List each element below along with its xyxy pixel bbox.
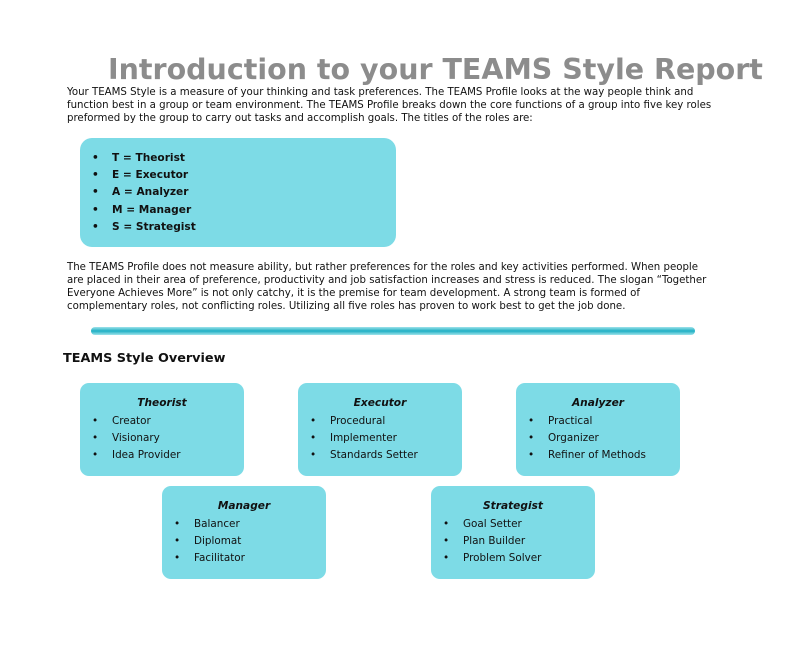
- list-item: [310, 447, 418, 464]
- list-item-label: Refiner of Methods: [548, 449, 646, 462]
- card-manager: [162, 486, 326, 579]
- role-item-analyzer: [92, 184, 196, 201]
- bullet-icon: •: [310, 432, 317, 445]
- list-item-label: Procedural: [330, 415, 386, 427]
- list-item-label: Balancer: [194, 518, 240, 530]
- card-analyzer: [516, 383, 680, 476]
- bullet-icon: •: [528, 449, 535, 462]
- list-item-label: Goal Setter: [463, 518, 522, 530]
- bullet-icon: •: [443, 552, 450, 565]
- list-item: [443, 533, 541, 550]
- list-item: [174, 533, 245, 550]
- card-list: [310, 413, 418, 465]
- bullet-icon: •: [174, 518, 181, 530]
- bullet-icon: •: [528, 415, 535, 427]
- card-strategist: [431, 486, 595, 579]
- card-title: Manager: [217, 500, 271, 512]
- list-item: [443, 516, 541, 533]
- list-item: [528, 413, 646, 430]
- list-item-label: Practical: [548, 415, 593, 427]
- list-item-label: Creator: [112, 415, 151, 427]
- card-title: Theorist: [137, 397, 187, 409]
- bullet-icon: •: [443, 535, 450, 548]
- role-item-theorist: [92, 150, 196, 167]
- overview-heading: TEAMS Style Overview: [63, 351, 226, 366]
- intro-paragraph: Your TEAMS Style is a measure of your thinking and task preferences. The TEAMS Profile looks at the way people think and function best in a group or team environment. The TEAMS Profile breaks down the core functions of a group into five key roles preformed by the group to carry out tasks and accomplish goals. The titles of the roles are:: [67, 87, 712, 124]
- role-label: T = Theorist: [112, 152, 185, 164]
- bullet-icon: •: [310, 449, 317, 462]
- bullet-icon: •: [92, 186, 99, 199]
- roles-box: [80, 138, 396, 247]
- list-item-label: Idea Provider: [112, 449, 181, 462]
- list-item: [528, 430, 646, 447]
- list-item: [92, 413, 181, 430]
- bullet-icon: •: [174, 552, 181, 565]
- list-item: [174, 516, 245, 533]
- list-item: [92, 430, 181, 447]
- role-label: E = Executor: [112, 169, 189, 182]
- list-item-label: Facilitator: [194, 552, 245, 565]
- bullet-icon: •: [92, 415, 99, 427]
- card-list: [92, 413, 181, 465]
- card-title: Executor: [353, 397, 407, 409]
- role-item-manager: [92, 202, 196, 219]
- list-item: [528, 447, 646, 464]
- list-item: [174, 550, 245, 567]
- bullet-icon: •: [443, 518, 450, 530]
- card-executor: [298, 383, 462, 476]
- list-item: [92, 447, 181, 464]
- list-item-label: Diplomat: [194, 535, 242, 548]
- bullet-icon: •: [528, 432, 535, 445]
- bullet-icon: •: [174, 535, 181, 548]
- role-label: S = Strategist: [112, 220, 196, 233]
- list-item-label: Problem Solver: [463, 552, 542, 565]
- card-list: [443, 516, 541, 568]
- card-title: Analyzer: [571, 397, 624, 409]
- list-item: [310, 413, 418, 430]
- card-list: [174, 516, 245, 568]
- list-item-label: Standards Setter: [330, 449, 418, 462]
- bullet-icon: •: [92, 220, 99, 233]
- card-theorist: [80, 383, 244, 476]
- bullet-icon: •: [92, 152, 99, 164]
- role-item-strategist: [92, 219, 196, 236]
- section-divider: [91, 327, 695, 335]
- list-item-label: Implementer: [330, 432, 397, 445]
- list-item: [443, 550, 541, 567]
- bullet-icon: •: [92, 169, 99, 182]
- card-list: [528, 413, 646, 465]
- bullet-icon: •: [310, 415, 317, 427]
- profile-paragraph: The TEAMS Profile does not measure ability, but rather preferences for the roles and key activities performed. When people are placed in their area of preference, productivity and job satisfaction increases and stress is reduced. The slogan “Together Everyone Achieves More” is not only catchy, it is the premise for team development. A strong team is formed of complementary roles, not conflicting roles. Utilizing all five roles has proven to work best to get the job done.: [67, 262, 707, 312]
- bullet-icon: •: [92, 449, 99, 462]
- list-item-label: Plan Builder: [463, 535, 526, 548]
- list-item: [310, 430, 418, 447]
- card-title: Strategist: [483, 500, 543, 512]
- bullet-icon: •: [92, 432, 99, 445]
- role-label: M = Manager: [112, 203, 192, 216]
- bullet-icon: •: [92, 203, 99, 216]
- roles-list: [92, 150, 196, 236]
- list-item-label: Organizer: [548, 432, 599, 445]
- role-label: A = Analyzer: [112, 186, 189, 199]
- list-item-label: Visionary: [112, 432, 160, 445]
- role-item-executor: [92, 167, 196, 184]
- page-title: Introduction to your TEAMS Style Report: [108, 53, 763, 87]
